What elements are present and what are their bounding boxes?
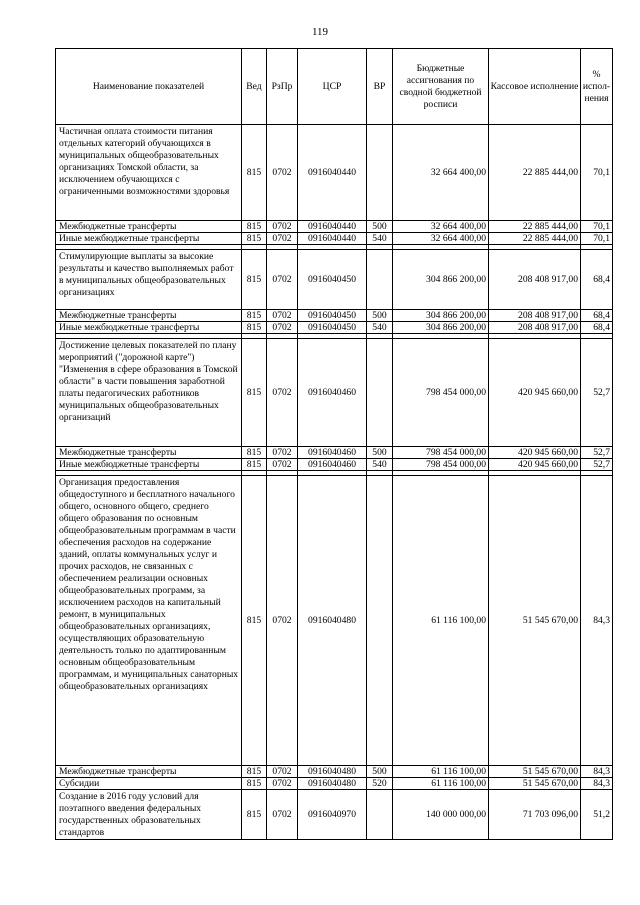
row-budget: 32 664 400,00 <box>393 233 489 245</box>
row-ved: 815 <box>242 766 267 778</box>
row-vr: 500 <box>367 221 393 233</box>
row-cash: 420 945 660,00 <box>489 459 581 471</box>
row-vr <box>367 339 393 447</box>
row-ved: 815 <box>242 476 267 766</box>
row-cash: 208 408 917,00 <box>489 310 581 322</box>
table-row <box>56 339 613 447</box>
header-ved: Вед <box>242 49 267 125</box>
row-csr: 0916040480 <box>298 476 367 766</box>
row-vr: 500 <box>367 766 393 778</box>
row-budget: 61 116 100,00 <box>393 778 489 790</box>
row-pct: 70,1 <box>581 221 613 233</box>
row-rzpr: 0702 <box>267 790 298 840</box>
table-row <box>56 447 613 459</box>
row-ved: 815 <box>242 233 267 245</box>
row-csr: 0916040480 <box>298 778 367 790</box>
header-rzpr: РзПр <box>267 49 298 125</box>
row-budget: 61 116 100,00 <box>393 476 489 766</box>
row-ved: 815 <box>242 322 267 334</box>
row-rzpr: 0702 <box>267 778 298 790</box>
row-name: Организация предоставления общедоступного и бесплатного начального общего, основного общего, среднего общего образования по основным общеобразовательным программам в части обеспечения расходов на содержание зданий, оплаты коммунальных услуг и прочих расходов, не связанных с обеспечением реализации основных общеобразовательных программ, за исключением расходов на капитальный ремонт, в муниципальных общеобразовательных организациях, осуществляющих образовательную деятельность только по адаптированным основным общеобразовательным программам, и муниципальных санаторных общеобразовательных организациях <box>56 476 242 766</box>
row-budget: 304 866 200,00 <box>393 322 489 334</box>
row-budget: 61 116 100,00 <box>393 766 489 778</box>
row-pct: 52,7 <box>581 459 613 471</box>
row-vr: 540 <box>367 459 393 471</box>
row-vr <box>367 476 393 766</box>
row-cash: 51 545 670,00 <box>489 778 581 790</box>
row-name: Иные межбюджетные трансферты <box>56 459 242 471</box>
table-row <box>56 322 613 334</box>
row-budget: 798 454 000,00 <box>393 339 489 447</box>
row-rzpr: 0702 <box>267 310 298 322</box>
row-csr: 0916040440 <box>298 125 367 221</box>
row-csr: 0916040450 <box>298 310 367 322</box>
table-row <box>56 766 613 778</box>
row-vr: 540 <box>367 233 393 245</box>
row-csr: 0916040450 <box>298 250 367 310</box>
row-name: Субсидии <box>56 778 242 790</box>
row-name: Иные межбюджетные трансферты <box>56 233 242 245</box>
budget-table <box>55 48 613 840</box>
row-ved: 815 <box>242 459 267 471</box>
row-name: Частичная оплата стоимости питания отдельных категорий обучающихся в муниципальных общеобразовательных организациях Томской области, за исключением обучающихся с ограниченными возможностями здоровья <box>56 125 242 221</box>
row-ved: 815 <box>242 310 267 322</box>
page-number: 119 <box>311 26 329 38</box>
row-cash: 51 545 670,00 <box>489 766 581 778</box>
row-vr: 520 <box>367 778 393 790</box>
row-rzpr: 0702 <box>267 476 298 766</box>
row-pct: 84,3 <box>581 476 613 766</box>
row-ved: 815 <box>242 447 267 459</box>
row-budget: 32 664 400,00 <box>393 221 489 233</box>
row-csr: 0916040450 <box>298 322 367 334</box>
row-budget: 140 000 000,00 <box>393 790 489 840</box>
header-vr: ВР <box>367 49 393 125</box>
row-pct: 84,3 <box>581 778 613 790</box>
row-csr: 0916040460 <box>298 339 367 447</box>
row-name: Межбюджетные трансферты <box>56 221 242 233</box>
header-budget: Бюджетные ассигнования по сводной бюджетной росписи <box>393 49 489 125</box>
row-pct: 70,1 <box>581 233 613 245</box>
row-vr: 500 <box>367 310 393 322</box>
row-pct: 84,3 <box>581 766 613 778</box>
row-ved: 815 <box>242 790 267 840</box>
row-cash: 420 945 660,00 <box>489 447 581 459</box>
row-rzpr: 0702 <box>267 233 298 245</box>
table-header-row <box>56 49 613 125</box>
row-ved: 815 <box>242 125 267 221</box>
row-cash: 22 885 444,00 <box>489 233 581 245</box>
row-pct: 68,4 <box>581 322 613 334</box>
row-name: Создание в 2016 году условий для поэтапного введения федеральных государственных образовательных стандартов <box>56 790 242 840</box>
table-row <box>56 459 613 471</box>
table-row <box>56 310 613 322</box>
row-name: Межбюджетные трансферты <box>56 447 242 459</box>
row-rzpr: 0702 <box>267 125 298 221</box>
row-name: Межбюджетные трансферты <box>56 766 242 778</box>
row-cash: 420 945 660,00 <box>489 339 581 447</box>
row-pct: 52,7 <box>581 447 613 459</box>
row-csr: 0916040440 <box>298 233 367 245</box>
row-pct: 52,7 <box>581 339 613 447</box>
row-rzpr: 0702 <box>267 339 298 447</box>
row-cash: 22 885 444,00 <box>489 221 581 233</box>
row-vr <box>367 790 393 840</box>
row-csr: 0916040440 <box>298 221 367 233</box>
header-cash: Кассовое исполнение <box>489 49 581 125</box>
header-pct: % испол-нения <box>581 49 613 125</box>
row-ved: 815 <box>242 250 267 310</box>
row-rzpr: 0702 <box>267 322 298 334</box>
row-budget: 798 454 000,00 <box>393 447 489 459</box>
row-ved: 815 <box>242 221 267 233</box>
table-row <box>56 125 613 221</box>
row-pct: 51,2 <box>581 790 613 840</box>
row-budget: 32 664 400,00 <box>393 125 489 221</box>
header-name: Наименование показателей <box>56 49 242 125</box>
row-ved: 815 <box>242 339 267 447</box>
row-csr: 0916040480 <box>298 766 367 778</box>
row-ved: 815 <box>242 778 267 790</box>
row-vr: 540 <box>367 322 393 334</box>
row-vr <box>367 250 393 310</box>
row-name: Межбюджетные трансферты <box>56 310 242 322</box>
row-rzpr: 0702 <box>267 459 298 471</box>
row-budget: 304 866 200,00 <box>393 310 489 322</box>
row-rzpr: 0702 <box>267 447 298 459</box>
row-rzpr: 0702 <box>267 250 298 310</box>
row-cash: 51 545 670,00 <box>489 476 581 766</box>
row-csr: 0916040970 <box>298 790 367 840</box>
row-pct: 68,4 <box>581 310 613 322</box>
row-cash: 22 885 444,00 <box>489 125 581 221</box>
row-rzpr: 0702 <box>267 766 298 778</box>
row-name: Стимулирующие выплаты за высокие результаты и качество выполняемых работ в муниципальных общеобразовательных организациях <box>56 250 242 310</box>
table-row <box>56 790 613 840</box>
row-pct: 70,1 <box>581 125 613 221</box>
row-rzpr: 0702 <box>267 221 298 233</box>
row-cash: 208 408 917,00 <box>489 250 581 310</box>
row-cash: 208 408 917,00 <box>489 322 581 334</box>
row-budget: 798 454 000,00 <box>393 459 489 471</box>
row-csr: 0916040460 <box>298 459 367 471</box>
row-name: Достижение целевых показателей по плану мероприятий ("дорожной карте") "Изменения в сфере образования в Томской области" в части повышения заработной платы педагогических работников муниципальных общеобразовательных организаций <box>56 339 242 447</box>
row-budget: 304 866 200,00 <box>393 250 489 310</box>
table-row <box>56 250 613 310</box>
table-row <box>56 778 613 790</box>
row-cash: 71 703 096,00 <box>489 790 581 840</box>
row-csr: 0916040460 <box>298 447 367 459</box>
table-row <box>56 221 613 233</box>
table-row <box>56 233 613 245</box>
header-csr: ЦСР <box>298 49 367 125</box>
row-name: Иные межбюджетные трансферты <box>56 322 242 334</box>
table-row <box>56 476 613 766</box>
row-vr <box>367 125 393 221</box>
row-vr: 500 <box>367 447 393 459</box>
row-pct: 68,4 <box>581 250 613 310</box>
